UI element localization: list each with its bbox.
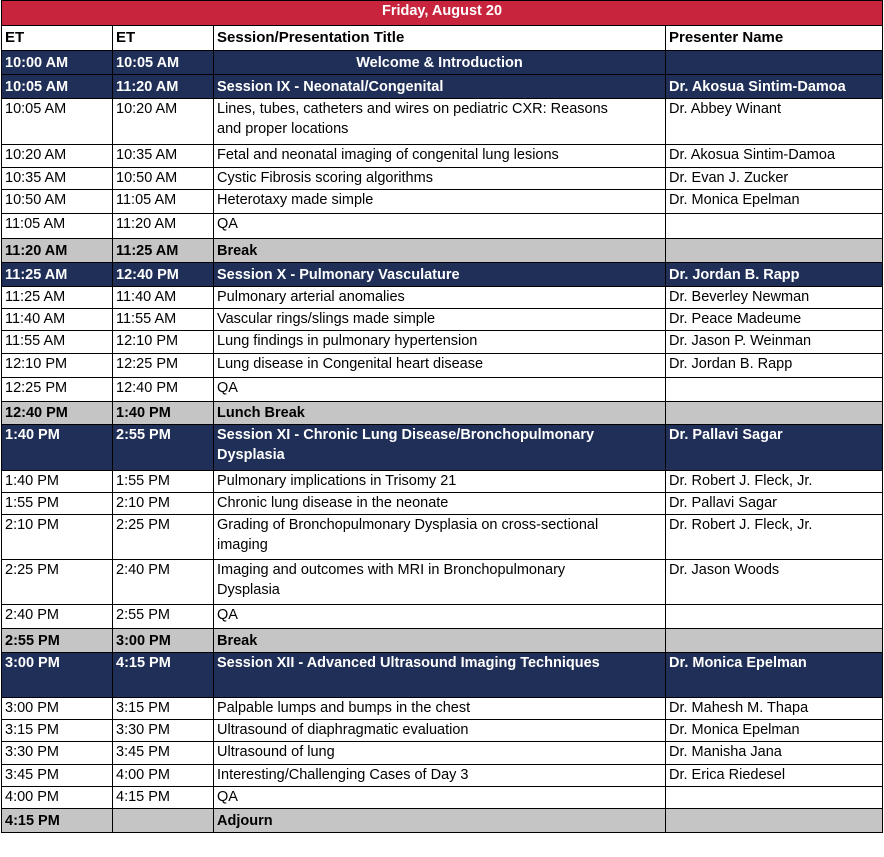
- break-row: [2, 402, 883, 425]
- start-time: 1:55 PM: [2, 493, 113, 515]
- session-title: QA: [214, 214, 666, 239]
- end-time: 3:00 PM: [113, 629, 214, 653]
- presenter-name: Dr. Akosua Sintim-Damoa: [666, 75, 883, 99]
- start-time: 10:00 AM: [2, 51, 113, 75]
- session-title: [214, 425, 666, 471]
- schedule-table: [1, 0, 883, 833]
- end-time: 4:15 PM: [113, 787, 214, 809]
- end-time: 12:25 PM: [113, 354, 214, 378]
- start-time: 11:05 AM: [2, 214, 113, 239]
- schedule-row: [2, 560, 883, 605]
- start-time: 11:25 AM: [2, 287, 113, 309]
- start-time: 3:15 PM: [2, 720, 113, 742]
- end-time: 10:50 AM: [113, 168, 214, 190]
- schedule-row: [2, 214, 883, 239]
- break-row: [2, 809, 883, 833]
- session-title: Break: [214, 239, 666, 263]
- presenter-name: [666, 402, 883, 425]
- start-time: 3:00 PM: [2, 698, 113, 720]
- presenter-name: Dr. Peace Madeume: [666, 309, 883, 331]
- start-time: 1:40 PM: [2, 471, 113, 493]
- presenter-name: Dr. Pallavi Sagar: [666, 425, 883, 471]
- end-time: 4:15 PM: [113, 653, 214, 698]
- schedule-title: Friday, August 20: [2, 1, 883, 26]
- schedule-row: [2, 145, 883, 168]
- end-time: 3:45 PM: [113, 742, 214, 765]
- session-title: Lunch Break: [214, 402, 666, 425]
- schedule-row: [2, 354, 883, 378]
- header-presenter: Presenter Name: [666, 26, 883, 51]
- schedule-row: [2, 168, 883, 190]
- welcome-row: [2, 51, 883, 75]
- end-time: 2:40 PM: [113, 560, 214, 605]
- end-time: 1:40 PM: [113, 402, 214, 425]
- start-time: 4:15 PM: [2, 809, 113, 833]
- end-time: 2:10 PM: [113, 493, 214, 515]
- session-title: Vascular rings/slings made simple: [214, 309, 666, 331]
- session-title-line: Imaging and outcomes with MRI in Bronchopulmonary: [217, 562, 566, 578]
- end-time: 11:40 AM: [113, 287, 214, 309]
- session-title: Session X - Pulmonary Vasculature: [214, 263, 666, 287]
- schedule-row: [2, 765, 883, 787]
- session-title: Session IX - Neonatal/Congenital: [214, 75, 666, 99]
- start-time: 10:05 AM: [2, 75, 113, 99]
- session-title: Heterotaxy made simple: [214, 190, 666, 214]
- presenter-name: [666, 239, 883, 263]
- session-title: Adjourn: [214, 809, 666, 833]
- session-title-line: Lines, tubes, catheters and wires on pediatric CXR: Reasons: [217, 101, 608, 117]
- end-time: 2:55 PM: [113, 425, 214, 471]
- session-title: Ultrasound of diaphragmatic evaluation: [214, 720, 666, 742]
- end-time: 10:05 AM: [113, 51, 214, 75]
- session-title-line: Dysplasia: [217, 447, 285, 463]
- session-title: Chronic lung disease in the neonate: [214, 493, 666, 515]
- end-time: 10:20 AM: [113, 99, 214, 145]
- session-title-line: imaging: [217, 537, 268, 553]
- start-time: 10:20 AM: [2, 145, 113, 168]
- start-time: 3:00 PM: [2, 653, 113, 698]
- end-time: 11:55 AM: [113, 309, 214, 331]
- session-title: Lung disease in Congenital heart disease: [214, 354, 666, 378]
- presenter-name: Dr. Robert J. Fleck, Jr.: [666, 515, 883, 560]
- schedule-row: [2, 787, 883, 809]
- presenter-name: [666, 51, 883, 75]
- start-time: 10:50 AM: [2, 190, 113, 214]
- schedule-row: [2, 331, 883, 354]
- end-time: 11:25 AM: [113, 239, 214, 263]
- session-title: QA: [214, 378, 666, 402]
- header-start-time: ET: [2, 26, 113, 51]
- title-row: [2, 1, 883, 26]
- session-title: Pulmonary implications in Trisomy 21: [214, 471, 666, 493]
- start-time: 11:40 AM: [2, 309, 113, 331]
- presenter-name: Dr. Monica Epelman: [666, 720, 883, 742]
- session-header-row: [2, 653, 883, 698]
- end-time: 10:35 AM: [113, 145, 214, 168]
- presenter-name: Dr. Monica Epelman: [666, 653, 883, 698]
- presenter-name: Dr. Abbey Winant: [666, 99, 883, 145]
- session-title: Ultrasound of lung: [214, 742, 666, 765]
- session-title-line: Grading of Bronchopulmonary Dysplasia on cross-sectional: [217, 517, 599, 533]
- schedule-row: [2, 99, 883, 145]
- session-title: [214, 515, 666, 560]
- start-time: 11:20 AM: [2, 239, 113, 263]
- presenter-name: Dr. Jason Woods: [666, 560, 883, 605]
- presenter-name: Dr. Mahesh M. Thapa: [666, 698, 883, 720]
- session-title-line: Session XI - Chronic Lung Disease/Bronchopulmonary: [217, 427, 595, 443]
- end-time: [113, 809, 214, 833]
- session-title: Fetal and neonatal imaging of congenital lung lesions: [214, 145, 666, 168]
- presenter-name: Dr. Jason P. Weinman: [666, 331, 883, 354]
- start-time: 10:05 AM: [2, 99, 113, 145]
- presenter-name: [666, 605, 883, 629]
- presenter-name: Dr. Akosua Sintim-Damoa: [666, 145, 883, 168]
- session-title: QA: [214, 605, 666, 629]
- presenter-name: [666, 378, 883, 402]
- presenter-name: Dr. Pallavi Sagar: [666, 493, 883, 515]
- end-time: 12:40 PM: [113, 378, 214, 402]
- end-time: 4:00 PM: [113, 765, 214, 787]
- presenter-name: Dr. Jordan B. Rapp: [666, 263, 883, 287]
- schedule-row: [2, 309, 883, 331]
- session-title: Palpable lumps and bumps in the chest: [214, 698, 666, 720]
- end-time: 2:55 PM: [113, 605, 214, 629]
- start-time: 2:10 PM: [2, 515, 113, 560]
- session-title: Interesting/Challenging Cases of Day 3: [214, 765, 666, 787]
- session-title-line: and proper locations: [217, 121, 349, 137]
- schedule-row: [2, 287, 883, 309]
- end-time: 2:25 PM: [113, 515, 214, 560]
- start-time: 1:40 PM: [2, 425, 113, 471]
- session-title: [214, 99, 666, 145]
- break-row: [2, 629, 883, 653]
- presenter-name: [666, 809, 883, 833]
- presenter-name: [666, 214, 883, 239]
- header-end-time: ET: [113, 26, 214, 51]
- start-time: 10:35 AM: [2, 168, 113, 190]
- schedule-row: [2, 698, 883, 720]
- session-title: Break: [214, 629, 666, 653]
- schedule-row: [2, 378, 883, 402]
- presenter-name: Dr. Evan J. Zucker: [666, 168, 883, 190]
- schedule-row: [2, 493, 883, 515]
- start-time: 12:25 PM: [2, 378, 113, 402]
- start-time: 11:55 AM: [2, 331, 113, 354]
- presenter-name: Dr. Manisha Jana: [666, 742, 883, 765]
- end-time: 12:40 PM: [113, 263, 214, 287]
- end-time: 11:20 AM: [113, 214, 214, 239]
- start-time: 12:40 PM: [2, 402, 113, 425]
- start-time: 3:30 PM: [2, 742, 113, 765]
- session-title: Cystic Fibrosis scoring algorithms: [214, 168, 666, 190]
- session-header-row: [2, 75, 883, 99]
- start-time: 2:25 PM: [2, 560, 113, 605]
- presenter-name: [666, 629, 883, 653]
- start-time: 11:25 AM: [2, 263, 113, 287]
- schedule-row: [2, 742, 883, 765]
- schedule-row: [2, 471, 883, 493]
- presenter-name: [666, 787, 883, 809]
- schedule-row: [2, 720, 883, 742]
- break-row: [2, 239, 883, 263]
- presenter-name: Dr. Erica Riedesel: [666, 765, 883, 787]
- start-time: 2:40 PM: [2, 605, 113, 629]
- session-header-row: [2, 263, 883, 287]
- end-time: 1:55 PM: [113, 471, 214, 493]
- header-session-title: Session/Presentation Title: [214, 26, 666, 51]
- end-time: 3:15 PM: [113, 698, 214, 720]
- presenter-name: Dr. Beverley Newman: [666, 287, 883, 309]
- session-title: QA: [214, 787, 666, 809]
- session-title: Session XII - Advanced Ultrasound Imaging Techniques: [214, 653, 666, 698]
- end-time: 11:20 AM: [113, 75, 214, 99]
- start-time: 12:10 PM: [2, 354, 113, 378]
- schedule-row: [2, 605, 883, 629]
- end-time: 3:30 PM: [113, 720, 214, 742]
- presenter-name: Dr. Robert J. Fleck, Jr.: [666, 471, 883, 493]
- session-header-row: [2, 425, 883, 471]
- welcome-title: Welcome & Introduction: [214, 51, 666, 75]
- start-time: 2:55 PM: [2, 629, 113, 653]
- presenter-name: Dr. Monica Epelman: [666, 190, 883, 214]
- schedule-row: [2, 190, 883, 214]
- end-time: 11:05 AM: [113, 190, 214, 214]
- start-time: 4:00 PM: [2, 787, 113, 809]
- session-title: Pulmonary arterial anomalies: [214, 287, 666, 309]
- session-title: Lung findings in pulmonary hypertension: [214, 331, 666, 354]
- presenter-name: Dr. Jordan B. Rapp: [666, 354, 883, 378]
- start-time: 3:45 PM: [2, 765, 113, 787]
- session-title-line: Dysplasia: [217, 582, 280, 598]
- schedule-row: [2, 515, 883, 560]
- header-row: [2, 26, 883, 51]
- end-time: 12:10 PM: [113, 331, 214, 354]
- session-title: [214, 560, 666, 605]
